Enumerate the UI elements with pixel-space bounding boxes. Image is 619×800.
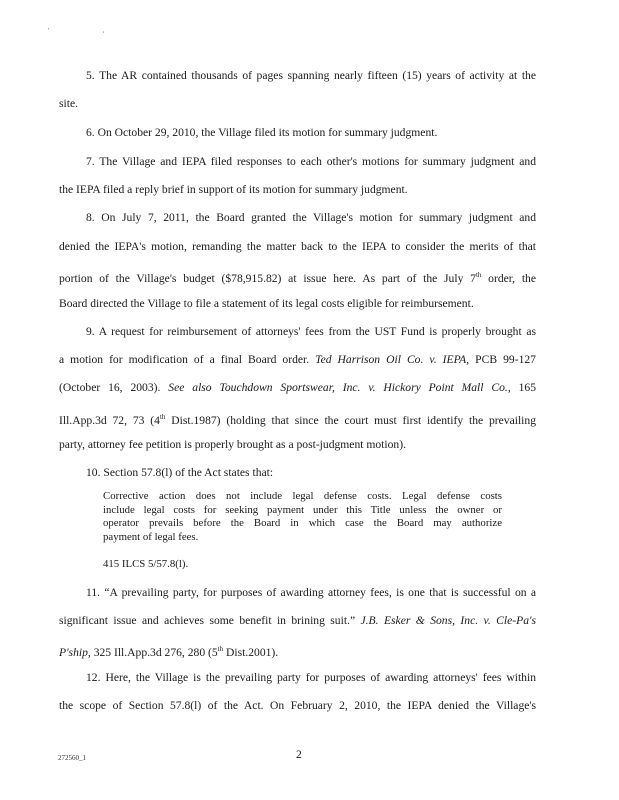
case-citation-ted-harrison: Ted Harrison Oil Co. v. IEPA — [315, 353, 467, 366]
paragraph-7-line-1: 7. The Village and IEPA filed responses to each other's motions for summary judgment and — [86, 155, 536, 168]
paragraph-9-line-2: a motion for modification of a final Board order. Ted Harrison Oil Co. v. IEPA, PCB 99-127 — [59, 353, 536, 366]
paragraph-9-line-1: 9. A request for reimbursement of attorneys' fees from the UST Fund is properly brought as — [86, 325, 536, 338]
paragraph-8-line-1: 8. On July 7, 2011, the Board granted the Village's motion for summary judgment and — [86, 211, 536, 224]
paragraph-7-line-2: the IEPA filed a reply brief in support of its motion for summary judgment. — [59, 183, 408, 196]
paragraph-5-line-2: site. — [59, 97, 78, 110]
paragraph-12-line-2: the scope of Section 57.8(l) of the Act. On February 2, 2010, the IEPA denied the Village's — [59, 699, 536, 712]
stray-marks: ' , — [48, 28, 131, 34]
paragraph-11-line-3: P'ship, 325 Ill.App.3d 276, 280 (5th Dist.2001). — [59, 645, 279, 659]
document-id: 272560_1 — [58, 754, 86, 762]
paragraph-11-line-1: 11. “A prevailing party, for purposes of awarding attorney fees, is one that is successful on a — [86, 586, 536, 599]
statute-citation: 415 ILCS 5/57.8(l). — [103, 558, 189, 570]
paragraph-10-line-1: 10. Section 57.8(l) of the Act states that: — [86, 466, 274, 479]
paragraph-9-line-5: party, attorney fee petition is properly brought as a post-judgment motion). — [59, 438, 406, 451]
paragraph-11-line-2: significant issue and achieves some benefit in brining suit.” J.B. Esker & Sons, Inc. v. Cle-Pa's — [59, 614, 536, 627]
paragraph-12-line-1: 12. Here, the Village is the prevailing party for purposes of awarding attorneys' fees within — [86, 671, 536, 684]
quote-line-3: operator prevails before the Board in which case the Board may authorize — [103, 517, 502, 530]
block-quote — [103, 490, 502, 544]
paragraph-8-line-2: denied the IEPA's motion, remanding the matter back to the IEPA to consider the merits of that — [59, 240, 536, 253]
page-number: 2 — [296, 748, 302, 761]
paragraph-5-line-1: 5. The AR contained thousands of pages spanning nearly fifteen (15) years of activity at the — [86, 69, 536, 82]
paragraph-9-line-3: (October 16, 2003). See also Touchdown Sportswear, Inc. v. Hickory Point Mall Co., 165 — [59, 381, 537, 394]
paragraph-6-line-1: 6. On October 29, 2010, the Village filed its motion for summary judgment. — [86, 126, 438, 139]
quote-line-1: Corrective action does not include legal defense costs. Legal defense costs — [103, 490, 502, 502]
quote-line-4: payment of legal fees. — [103, 530, 199, 543]
case-citation-esker: J.B. Esker & Sons, Inc. v. Cle-Pa's — [360, 614, 536, 627]
paragraph-9-line-4: Ill.App.3d 72, 73 (4th Dist.1987) (holding that since the court must first identify the prevailing — [59, 413, 536, 427]
paragraph-8-line-3: portion of the Village's budget ($78,915.82) at issue here. As part of the July 7th order, the — [59, 271, 537, 285]
paragraph-8-line-4: Board directed the Village to file a statement of its legal costs eligible for reimbursement. — [59, 297, 474, 310]
quote-line-2: include legal costs for seeking payment under this Title unless the owner or — [103, 503, 502, 516]
case-citation-touchdown: See also Touchdown Sportswear, Inc. v. Hickory Point Mall Co. — [168, 381, 508, 394]
